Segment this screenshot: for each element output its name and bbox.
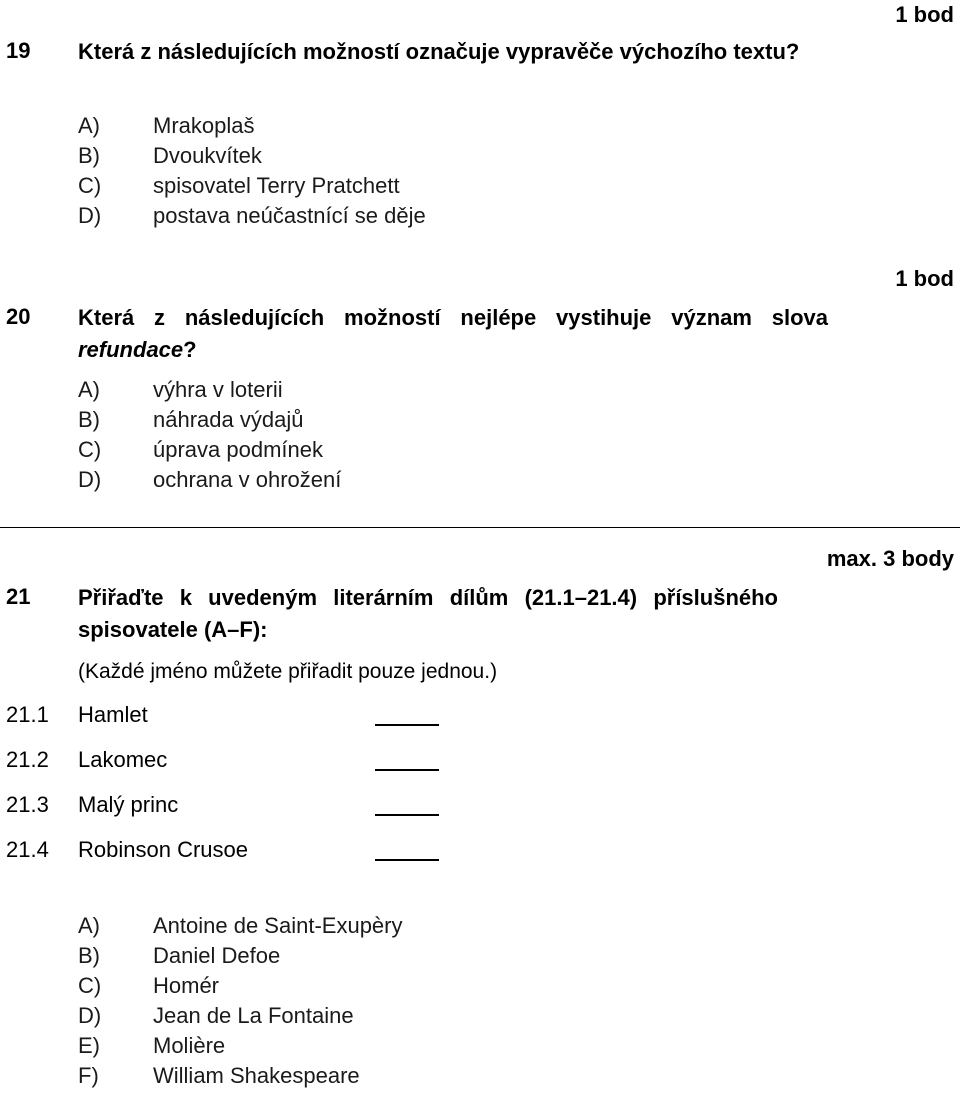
q20-option-c-letter: C) <box>78 437 102 462</box>
q21-item-1-title: Hamlet <box>78 702 148 727</box>
q21-option-a-letter: A) <box>78 913 100 938</box>
q19-option-c-text: spisovatel Terry Pratchett <box>153 173 400 198</box>
q19-question: Která z následujících možností označuje vypravěče výchozího textu? <box>78 39 800 64</box>
q21-item-3-number: 21.3 <box>6 792 49 817</box>
q19-number: 19 <box>6 38 31 63</box>
q21-item-2-answer-blank[interactable] <box>375 769 439 771</box>
q20-option-d-text: ochrana v ohrožení <box>153 467 342 492</box>
q20-points: 1 bod <box>895 266 954 291</box>
q21-option-e-text: Molière <box>153 1033 226 1058</box>
q20-question <box>78 302 828 366</box>
q21-question: Přiřaďte k uvedeným literárním dílům (21.1–21.4) příslušného spisovatele (A–F): <box>78 585 778 642</box>
q20-question-end: ? <box>183 337 197 362</box>
q21-item-1-number: 21.1 <box>6 702 49 727</box>
q20-option-a-text: výhra v loterii <box>153 377 283 402</box>
q21-item-4-title: Robinson Crusoe <box>78 837 248 862</box>
q21-item-4-answer-blank[interactable] <box>375 859 439 861</box>
q21-option-f-text: William Shakespeare <box>153 1063 360 1088</box>
q21-option-d-text: Jean de La Fontaine <box>153 1003 354 1028</box>
q21-item-2-title: Lakomec <box>78 747 168 772</box>
q21-points: max. 3 body <box>826 546 954 571</box>
q21-item-1-answer-blank[interactable] <box>375 724 439 726</box>
q20-option-d-letter: D) <box>78 467 102 492</box>
q20-option-c-text: úprava podmínek <box>153 437 323 462</box>
q21-option-e-letter: E) <box>78 1033 100 1058</box>
q21-option-c-text: Homér <box>153 973 220 998</box>
q19-option-b-letter: B) <box>78 143 100 168</box>
q19-option-c-letter: C) <box>78 173 102 198</box>
q21-option-a-text: Antoine de Saint-Exupèry <box>153 913 403 938</box>
q21-item-3-answer-blank[interactable] <box>375 814 439 816</box>
q20-option-a-letter: A) <box>78 377 100 402</box>
q19-points: 1 bod <box>895 2 954 27</box>
q19-option-d-text: postava neúčastnící se děje <box>153 203 426 228</box>
q20-question-term: refundace <box>78 337 184 362</box>
q21-option-b-letter: B) <box>78 943 100 968</box>
q20-option-b-text: náhrada výdajů <box>153 407 304 432</box>
q20-question-main: Která z následujících možností nejlépe vystihuje význam slova <box>78 305 828 330</box>
q21-option-f-letter: F) <box>78 1063 99 1088</box>
q20-option-b-letter: B) <box>78 407 100 432</box>
q20-number: 20 <box>6 304 31 329</box>
q19-option-b-text: Dvoukvítek <box>153 143 262 168</box>
q21-item-3-title: Malý princ <box>78 792 179 817</box>
q21-item-4-number: 21.4 <box>6 837 49 862</box>
q21-option-d-letter: D) <box>78 1003 102 1028</box>
q21-option-b-text: Daniel Defoe <box>153 943 281 968</box>
q19-option-a-letter: A) <box>78 113 100 138</box>
q19-option-d-letter: D) <box>78 203 102 228</box>
q21-instruction: (Každé jméno můžete přiřadit pouze jednou.) <box>78 660 498 683</box>
q21-number: 21 <box>6 584 31 609</box>
q21-option-c-letter: C) <box>78 973 102 998</box>
section-divider <box>0 527 960 528</box>
q21-item-2-number: 21.2 <box>6 747 49 772</box>
q19-option-a-text: Mrakoplaš <box>153 113 255 138</box>
